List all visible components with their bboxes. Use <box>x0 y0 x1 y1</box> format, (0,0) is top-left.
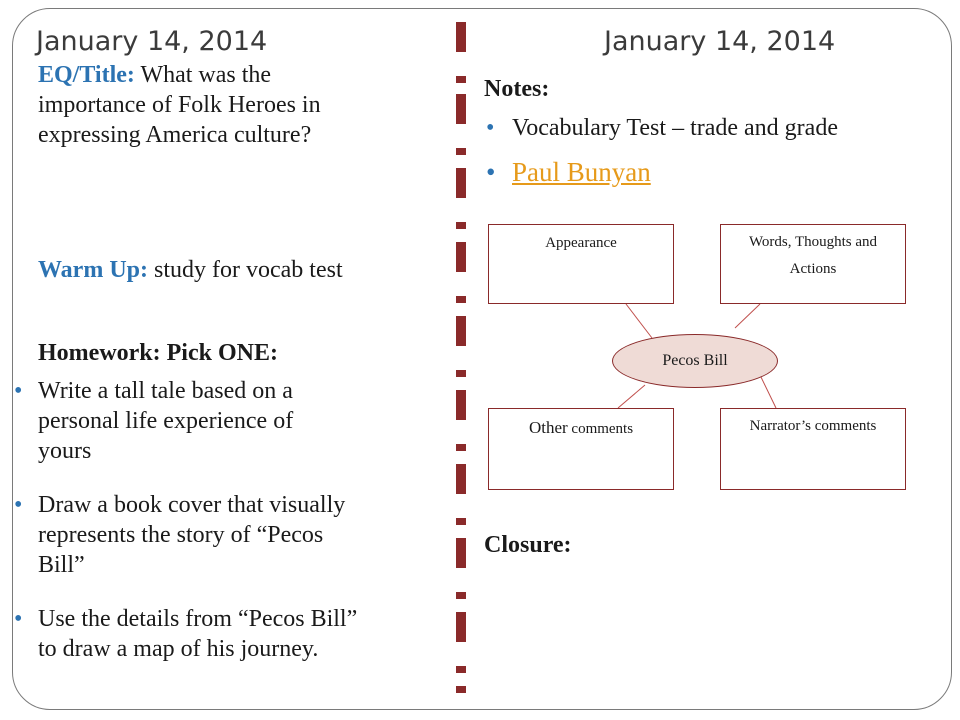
homework-item-1-line-2: personal life experience of <box>38 408 294 434</box>
eq-text-2: importance of Folk Heroes in <box>38 92 321 118</box>
comments-label: comments <box>567 421 634 437</box>
homework-item-2-line-2: represents the story of “Pecos <box>38 522 324 548</box>
notes-bullet-1-text: Vocabulary Test – trade and grade <box>512 115 838 141</box>
homework-item-3-line-1: Use the details from “Pecos Bill” <box>38 606 358 632</box>
paul-bunyan-link[interactable]: Paul Bunyan <box>512 157 651 187</box>
homework-item-3-line-2: to draw a map of his journey. <box>38 636 319 662</box>
appearance-label: Appearance <box>545 235 617 251</box>
eq-text-1: What was the <box>134 62 272 88</box>
narrator-label: Narrator’s comments <box>749 418 877 434</box>
bullet-icon: • <box>486 157 496 187</box>
bullet-icon: • <box>486 115 495 141</box>
notes-label: Notes: <box>484 76 550 102</box>
eq-text-3: expressing America culture? <box>38 122 312 148</box>
homework-item-2-line-1: Draw a book cover that visually <box>38 492 346 518</box>
narrator-comments-box <box>720 408 906 490</box>
homework-item-1-line-3: yours <box>38 438 92 464</box>
bullet-icon: • <box>14 606 23 632</box>
warmup-label: Warm Up: <box>38 257 148 283</box>
date-right: January 14, 2014 <box>604 26 836 57</box>
homework-item-1-line-1: Write a tall tale based on a <box>38 378 293 404</box>
words-thoughts-actions-box <box>720 224 906 304</box>
bullet-icon: • <box>14 492 23 518</box>
pecos-bill-center: Pecos Bill <box>612 334 778 388</box>
appearance-box <box>488 224 674 304</box>
homework-label: Homework: Pick ONE: <box>38 340 278 366</box>
eq-label: EQ/Title: <box>38 62 135 88</box>
other-label: Other <box>528 418 568 437</box>
date-left: January 14, 2014 <box>36 26 268 57</box>
words-label-1: Words, Thoughts and <box>748 234 878 250</box>
bullet-icon: • <box>14 378 23 404</box>
words-label-2: Actions <box>789 261 837 277</box>
other-comments-box <box>488 408 674 490</box>
closure-label: Closure: <box>484 532 572 558</box>
homework-item-2-line-3: Bill” <box>38 552 85 578</box>
warmup-text: study for vocab test <box>148 257 343 283</box>
